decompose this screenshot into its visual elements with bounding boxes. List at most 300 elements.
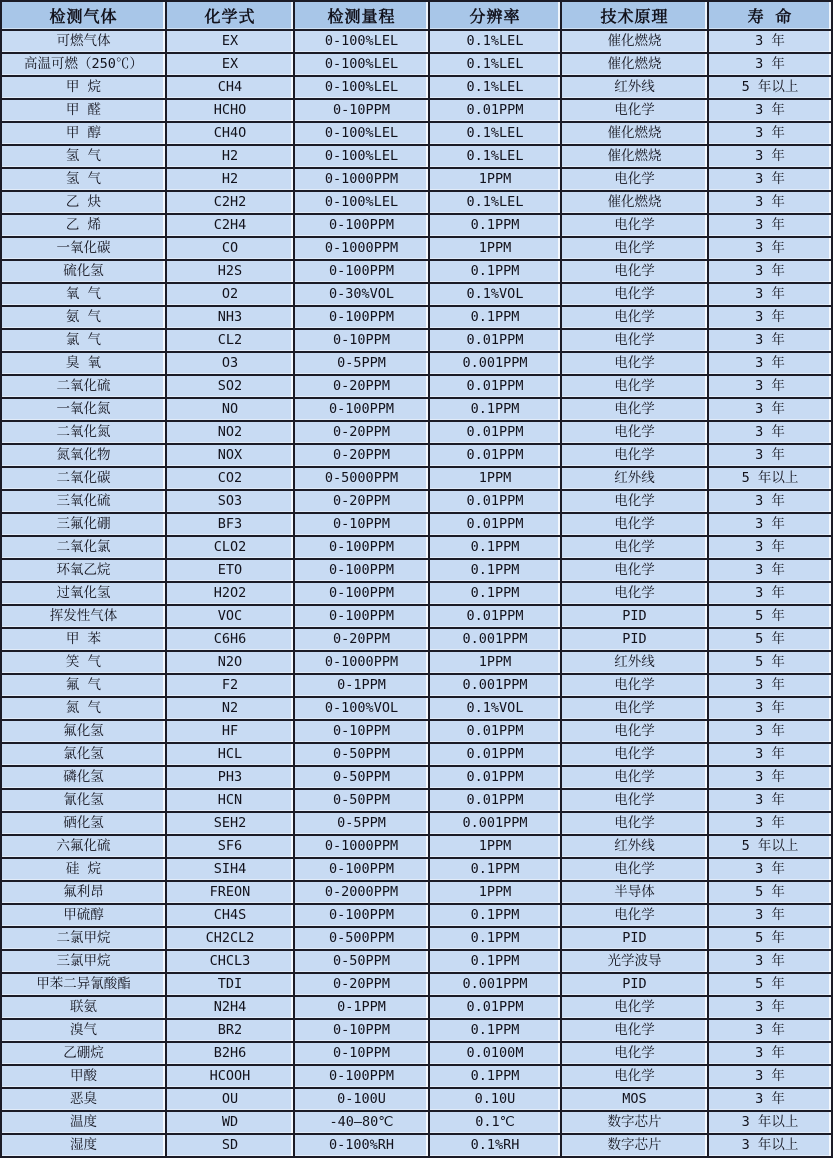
cell-principle: 电化学: [561, 214, 708, 237]
cell-principle: 电化学: [561, 260, 708, 283]
cell-lifespan: 3 年: [708, 1065, 832, 1088]
cell-formula: C2H2: [166, 191, 294, 214]
cell-range: 0-100PPM: [294, 582, 429, 605]
cell-range: 0-10PPM: [294, 513, 429, 536]
cell-formula: CH4: [166, 76, 294, 99]
column-header-formula: 化学式: [166, 1, 294, 30]
cell-gas: 二氧化碳: [1, 467, 166, 490]
cell-lifespan: 3 年: [708, 536, 832, 559]
cell-gas: 甲苯二异氰酸酯: [1, 973, 166, 996]
cell-range: 0-1PPM: [294, 674, 429, 697]
cell-principle: 电化学: [561, 812, 708, 835]
cell-resolution: 0.001PPM: [429, 674, 561, 697]
table-row: [1, 513, 832, 536]
cell-principle: 电化学: [561, 513, 708, 536]
cell-gas: 甲酸: [1, 1065, 166, 1088]
cell-lifespan: 3 年: [708, 697, 832, 720]
cell-principle: 电化学: [561, 490, 708, 513]
cell-gas: 三氯甲烷: [1, 950, 166, 973]
cell-formula: SF6: [166, 835, 294, 858]
table-row: [1, 1019, 832, 1042]
cell-principle: 催化燃烧: [561, 145, 708, 168]
cell-lifespan: 3 年: [708, 145, 832, 168]
table-row: [1, 605, 832, 628]
cell-formula: CO: [166, 237, 294, 260]
cell-lifespan: 3 年: [708, 122, 832, 145]
cell-formula: ETO: [166, 559, 294, 582]
cell-lifespan: 3 年: [708, 306, 832, 329]
cell-resolution: 1PPM: [429, 835, 561, 858]
cell-gas: 甲 醇: [1, 122, 166, 145]
cell-lifespan: 3 年: [708, 352, 832, 375]
cell-range: 0-100%LEL: [294, 30, 429, 53]
table-row: [1, 927, 832, 950]
cell-range: 0-50PPM: [294, 950, 429, 973]
cell-principle: 光学波导: [561, 950, 708, 973]
cell-principle: 红外线: [561, 76, 708, 99]
cell-resolution: 0.1PPM: [429, 950, 561, 973]
cell-formula: O2: [166, 283, 294, 306]
cell-gas: 联氨: [1, 996, 166, 1019]
cell-principle: 电化学: [561, 904, 708, 927]
cell-lifespan: 3 年: [708, 421, 832, 444]
table-row: [1, 1042, 832, 1065]
cell-lifespan: 3 年: [708, 1042, 832, 1065]
cell-resolution: 0.1%LEL: [429, 76, 561, 99]
cell-range: 0-100%VOL: [294, 697, 429, 720]
cell-lifespan: 3 年: [708, 329, 832, 352]
cell-gas: 乙 烯: [1, 214, 166, 237]
cell-formula: TDI: [166, 973, 294, 996]
cell-formula: BF3: [166, 513, 294, 536]
cell-formula: NO: [166, 398, 294, 421]
table-row: [1, 881, 832, 904]
cell-principle: 催化燃烧: [561, 30, 708, 53]
cell-resolution: 0.1%LEL: [429, 53, 561, 76]
cell-principle: 电化学: [561, 1042, 708, 1065]
cell-lifespan: 3 年: [708, 99, 832, 122]
cell-gas: 一氧化碳: [1, 237, 166, 260]
cell-lifespan: 3 年: [708, 674, 832, 697]
cell-formula: CH4S: [166, 904, 294, 927]
cell-lifespan: 3 年: [708, 996, 832, 1019]
cell-principle: 电化学: [561, 697, 708, 720]
cell-principle: 电化学: [561, 99, 708, 122]
cell-principle: 红外线: [561, 835, 708, 858]
cell-resolution: 0.1PPM: [429, 1065, 561, 1088]
table-row: [1, 260, 832, 283]
cell-gas: 硒化氢: [1, 812, 166, 835]
table-row: [1, 996, 832, 1019]
cell-range: 0-100PPM: [294, 260, 429, 283]
cell-gas: 可燃气体: [1, 30, 166, 53]
cell-formula: SO2: [166, 375, 294, 398]
table-row: [1, 674, 832, 697]
cell-range: 0-100PPM: [294, 559, 429, 582]
cell-lifespan: 3 年: [708, 444, 832, 467]
cell-range: 0-100PPM: [294, 1065, 429, 1088]
cell-formula: EX: [166, 30, 294, 53]
column-header-principle: 技术原理: [561, 1, 708, 30]
cell-gas: 甲 醛: [1, 99, 166, 122]
cell-lifespan: 3 年: [708, 513, 832, 536]
cell-principle: PID: [561, 605, 708, 628]
table-row: [1, 421, 832, 444]
cell-principle: 电化学: [561, 582, 708, 605]
cell-range: 0-1000PPM: [294, 651, 429, 674]
cell-range: 0-1000PPM: [294, 835, 429, 858]
table-row: [1, 53, 832, 76]
cell-formula: N2O: [166, 651, 294, 674]
table-body: [1, 30, 832, 1157]
cell-gas: 湿度: [1, 1134, 166, 1157]
cell-formula: SIH4: [166, 858, 294, 881]
cell-lifespan: 3 年: [708, 375, 832, 398]
cell-resolution: 0.001PPM: [429, 812, 561, 835]
cell-lifespan: 3 年: [708, 237, 832, 260]
table-row: [1, 582, 832, 605]
cell-resolution: 0.1%LEL: [429, 191, 561, 214]
cell-range: 0-1000PPM: [294, 237, 429, 260]
cell-gas: 氯化氢: [1, 743, 166, 766]
table-row: [1, 30, 832, 53]
cell-gas: 氟 气: [1, 674, 166, 697]
cell-formula: CHCL3: [166, 950, 294, 973]
cell-resolution: 0.1PPM: [429, 398, 561, 421]
table-row: [1, 214, 832, 237]
cell-range: 0-100U: [294, 1088, 429, 1111]
cell-lifespan: 5 年: [708, 605, 832, 628]
cell-lifespan: 3 年: [708, 283, 832, 306]
cell-gas: 环氧乙烷: [1, 559, 166, 582]
table-row: [1, 720, 832, 743]
table-row: [1, 99, 832, 122]
cell-range: 0-100PPM: [294, 858, 429, 881]
cell-principle: 电化学: [561, 996, 708, 1019]
table-row: [1, 697, 832, 720]
cell-resolution: 0.001PPM: [429, 628, 561, 651]
cell-range: 0-5PPM: [294, 812, 429, 835]
cell-gas: 氨 气: [1, 306, 166, 329]
cell-formula: N2H4: [166, 996, 294, 1019]
cell-resolution: 0.1PPM: [429, 904, 561, 927]
cell-range: 0-20PPM: [294, 421, 429, 444]
cell-range: 0-100PPM: [294, 214, 429, 237]
cell-lifespan: 3 年: [708, 812, 832, 835]
cell-gas: 六氟化硫: [1, 835, 166, 858]
cell-principle: 半导体: [561, 881, 708, 904]
cell-gas: 一氧化氮: [1, 398, 166, 421]
cell-gas: 氮 气: [1, 697, 166, 720]
cell-lifespan: 5 年以上: [708, 76, 832, 99]
cell-formula: PH3: [166, 766, 294, 789]
cell-formula: CLO2: [166, 536, 294, 559]
cell-resolution: 0.1%LEL: [429, 122, 561, 145]
table-row: [1, 973, 832, 996]
cell-lifespan: 5 年以上: [708, 835, 832, 858]
cell-formula: VOC: [166, 605, 294, 628]
cell-formula: BR2: [166, 1019, 294, 1042]
cell-resolution: 0.01PPM: [429, 743, 561, 766]
cell-range: 0-100PPM: [294, 904, 429, 927]
table-row: [1, 559, 832, 582]
cell-gas: 硅 烷: [1, 858, 166, 881]
table-row: [1, 1111, 832, 1134]
cell-range: 0-100%LEL: [294, 76, 429, 99]
cell-formula: C6H6: [166, 628, 294, 651]
cell-lifespan: 5 年: [708, 651, 832, 674]
cell-formula: C2H4: [166, 214, 294, 237]
cell-resolution: 0.0100M: [429, 1042, 561, 1065]
cell-principle: 电化学: [561, 743, 708, 766]
cell-range: 0-10PPM: [294, 720, 429, 743]
table-row: [1, 490, 832, 513]
cell-gas: 温度: [1, 1111, 166, 1134]
cell-formula: HCHO: [166, 99, 294, 122]
cell-resolution: 0.01PPM: [429, 766, 561, 789]
cell-range: 0-100%LEL: [294, 145, 429, 168]
cell-formula: N2: [166, 697, 294, 720]
cell-gas: 甲 烷: [1, 76, 166, 99]
cell-gas: 氰化氢: [1, 789, 166, 812]
cell-gas: 笑 气: [1, 651, 166, 674]
cell-principle: 电化学: [561, 536, 708, 559]
cell-resolution: 0.01PPM: [429, 513, 561, 536]
cell-principle: 电化学: [561, 306, 708, 329]
cell-resolution: 1PPM: [429, 467, 561, 490]
column-header-lifespan: 寿 命: [708, 1, 832, 30]
cell-principle: 电化学: [561, 674, 708, 697]
cell-gas: 恶臭: [1, 1088, 166, 1111]
cell-formula: H2: [166, 168, 294, 191]
table-header: [1, 1, 832, 30]
table-row: [1, 789, 832, 812]
cell-range: 0-10PPM: [294, 1019, 429, 1042]
cell-gas: 臭 氧: [1, 352, 166, 375]
cell-formula: FREON: [166, 881, 294, 904]
cell-range: 0-10PPM: [294, 329, 429, 352]
cell-gas: 甲硫醇: [1, 904, 166, 927]
table-row: [1, 283, 832, 306]
cell-lifespan: 3 年: [708, 789, 832, 812]
cell-lifespan: 3 年: [708, 260, 832, 283]
cell-range: 0-1PPM: [294, 996, 429, 1019]
cell-resolution: 0.01PPM: [429, 329, 561, 352]
cell-lifespan: 3 年: [708, 214, 832, 237]
cell-resolution: 0.1PPM: [429, 1019, 561, 1042]
cell-range: 0-10PPM: [294, 99, 429, 122]
cell-resolution: 0.01PPM: [429, 490, 561, 513]
table-row: [1, 444, 832, 467]
column-header-resolution: 分辨率: [429, 1, 561, 30]
cell-principle: 电化学: [561, 375, 708, 398]
cell-range: 0-50PPM: [294, 789, 429, 812]
cell-formula: HCOOH: [166, 1065, 294, 1088]
cell-principle: 电化学: [561, 168, 708, 191]
cell-resolution: 0.1PPM: [429, 536, 561, 559]
cell-lifespan: 3 年: [708, 30, 832, 53]
table-row: [1, 191, 832, 214]
cell-gas: 甲 苯: [1, 628, 166, 651]
cell-range: 0-50PPM: [294, 766, 429, 789]
cell-lifespan: 5 年: [708, 628, 832, 651]
cell-formula: SO3: [166, 490, 294, 513]
cell-resolution: 0.1PPM: [429, 927, 561, 950]
cell-lifespan: 3 年: [708, 490, 832, 513]
cell-gas: 二氯甲烷: [1, 927, 166, 950]
table-row: [1, 122, 832, 145]
table-row: [1, 375, 832, 398]
cell-lifespan: 3 年: [708, 720, 832, 743]
cell-gas: 溴气: [1, 1019, 166, 1042]
cell-principle: 电化学: [561, 559, 708, 582]
cell-formula: CH4O: [166, 122, 294, 145]
cell-range: 0-20PPM: [294, 490, 429, 513]
cell-principle: 电化学: [561, 858, 708, 881]
cell-resolution: 0.1PPM: [429, 306, 561, 329]
cell-lifespan: 3 年以上: [708, 1111, 832, 1134]
table-row: [1, 1065, 832, 1088]
cell-range: 0-10PPM: [294, 1042, 429, 1065]
cell-range: 0-20PPM: [294, 375, 429, 398]
cell-gas: 二氧化硫: [1, 375, 166, 398]
cell-formula: SD: [166, 1134, 294, 1157]
cell-formula: CO2: [166, 467, 294, 490]
cell-gas: 氟利昂: [1, 881, 166, 904]
cell-lifespan: 5 年以上: [708, 467, 832, 490]
cell-principle: 数字芯片: [561, 1111, 708, 1134]
cell-range: 0-100PPM: [294, 605, 429, 628]
cell-resolution: 0.001PPM: [429, 352, 561, 375]
table-row: [1, 812, 832, 835]
cell-formula: H2O2: [166, 582, 294, 605]
cell-range: 0-30%VOL: [294, 283, 429, 306]
cell-principle: 电化学: [561, 398, 708, 421]
cell-principle: 红外线: [561, 651, 708, 674]
cell-gas: 乙 炔: [1, 191, 166, 214]
cell-lifespan: 3 年: [708, 582, 832, 605]
cell-gas: 高温可燃（250℃）: [1, 53, 166, 76]
cell-gas: 氢 气: [1, 145, 166, 168]
cell-principle: 催化燃烧: [561, 122, 708, 145]
cell-gas: 氧 气: [1, 283, 166, 306]
cell-formula: HF: [166, 720, 294, 743]
cell-gas: 二氧化氮: [1, 421, 166, 444]
cell-range: 0-100%LEL: [294, 122, 429, 145]
cell-resolution: 0.1PPM: [429, 260, 561, 283]
cell-lifespan: 5 年: [708, 881, 832, 904]
table-row: [1, 398, 832, 421]
column-header-range: 检测量程: [294, 1, 429, 30]
cell-formula: O3: [166, 352, 294, 375]
cell-resolution: 0.01PPM: [429, 720, 561, 743]
cell-gas: 氮氧化物: [1, 444, 166, 467]
cell-resolution: 0.01PPM: [429, 421, 561, 444]
column-header-gas: 检测气体: [1, 1, 166, 30]
cell-formula: NOX: [166, 444, 294, 467]
cell-lifespan: 3 年: [708, 398, 832, 421]
table-row: [1, 904, 832, 927]
cell-principle: 电化学: [561, 283, 708, 306]
cell-principle: 电化学: [561, 237, 708, 260]
cell-principle: 电化学: [561, 1065, 708, 1088]
cell-gas: 乙硼烷: [1, 1042, 166, 1065]
table-row: [1, 1134, 832, 1157]
table-row: [1, 76, 832, 99]
cell-formula: NH3: [166, 306, 294, 329]
cell-resolution: 0.1PPM: [429, 582, 561, 605]
table-row: [1, 743, 832, 766]
cell-lifespan: 3 年: [708, 1019, 832, 1042]
cell-gas: 三氟化硼: [1, 513, 166, 536]
cell-range: 0-100PPM: [294, 306, 429, 329]
table-row: [1, 467, 832, 490]
cell-range: 0-5PPM: [294, 352, 429, 375]
cell-lifespan: 3 年: [708, 1088, 832, 1111]
cell-resolution: 0.01PPM: [429, 789, 561, 812]
cell-principle: 催化燃烧: [561, 191, 708, 214]
table-row: [1, 536, 832, 559]
table-row: [1, 237, 832, 260]
cell-resolution: 0.1%VOL: [429, 697, 561, 720]
cell-formula: EX: [166, 53, 294, 76]
cell-principle: 催化燃烧: [561, 53, 708, 76]
cell-range: 0-100PPM: [294, 398, 429, 421]
cell-gas: 过氧化氢: [1, 582, 166, 605]
cell-principle: 电化学: [561, 789, 708, 812]
table-row: [1, 835, 832, 858]
cell-resolution: 0.01PPM: [429, 375, 561, 398]
cell-resolution: 0.1PPM: [429, 214, 561, 237]
cell-formula: CL2: [166, 329, 294, 352]
table-row: [1, 950, 832, 973]
table-row: [1, 145, 832, 168]
cell-gas: 氯 气: [1, 329, 166, 352]
cell-lifespan: 3 年: [708, 191, 832, 214]
table-row: [1, 168, 832, 191]
cell-principle: PID: [561, 927, 708, 950]
cell-gas: 氟化氢: [1, 720, 166, 743]
cell-lifespan: 3 年: [708, 766, 832, 789]
table-row: [1, 766, 832, 789]
cell-resolution: 0.01PPM: [429, 605, 561, 628]
cell-lifespan: 3 年: [708, 743, 832, 766]
cell-formula: OU: [166, 1088, 294, 1111]
cell-resolution: 0.1%VOL: [429, 283, 561, 306]
cell-resolution: 0.01PPM: [429, 444, 561, 467]
cell-formula: NO2: [166, 421, 294, 444]
cell-formula: WD: [166, 1111, 294, 1134]
cell-lifespan: 5 年: [708, 927, 832, 950]
cell-range: 0-100%LEL: [294, 53, 429, 76]
cell-range: -40—80℃: [294, 1111, 429, 1134]
cell-resolution: 0.1℃: [429, 1111, 561, 1134]
table-row: [1, 628, 832, 651]
cell-principle: 数字芯片: [561, 1134, 708, 1157]
cell-lifespan: 3 年: [708, 904, 832, 927]
cell-resolution: 1PPM: [429, 237, 561, 260]
cell-lifespan: 3 年: [708, 168, 832, 191]
cell-lifespan: 3 年: [708, 53, 832, 76]
cell-lifespan: 5 年: [708, 973, 832, 996]
cell-resolution: 0.01PPM: [429, 99, 561, 122]
cell-resolution: 0.1%RH: [429, 1134, 561, 1157]
cell-formula: SEH2: [166, 812, 294, 835]
cell-range: 0-100%RH: [294, 1134, 429, 1157]
cell-range: 0-20PPM: [294, 444, 429, 467]
table-row: [1, 329, 832, 352]
cell-formula: F2: [166, 674, 294, 697]
